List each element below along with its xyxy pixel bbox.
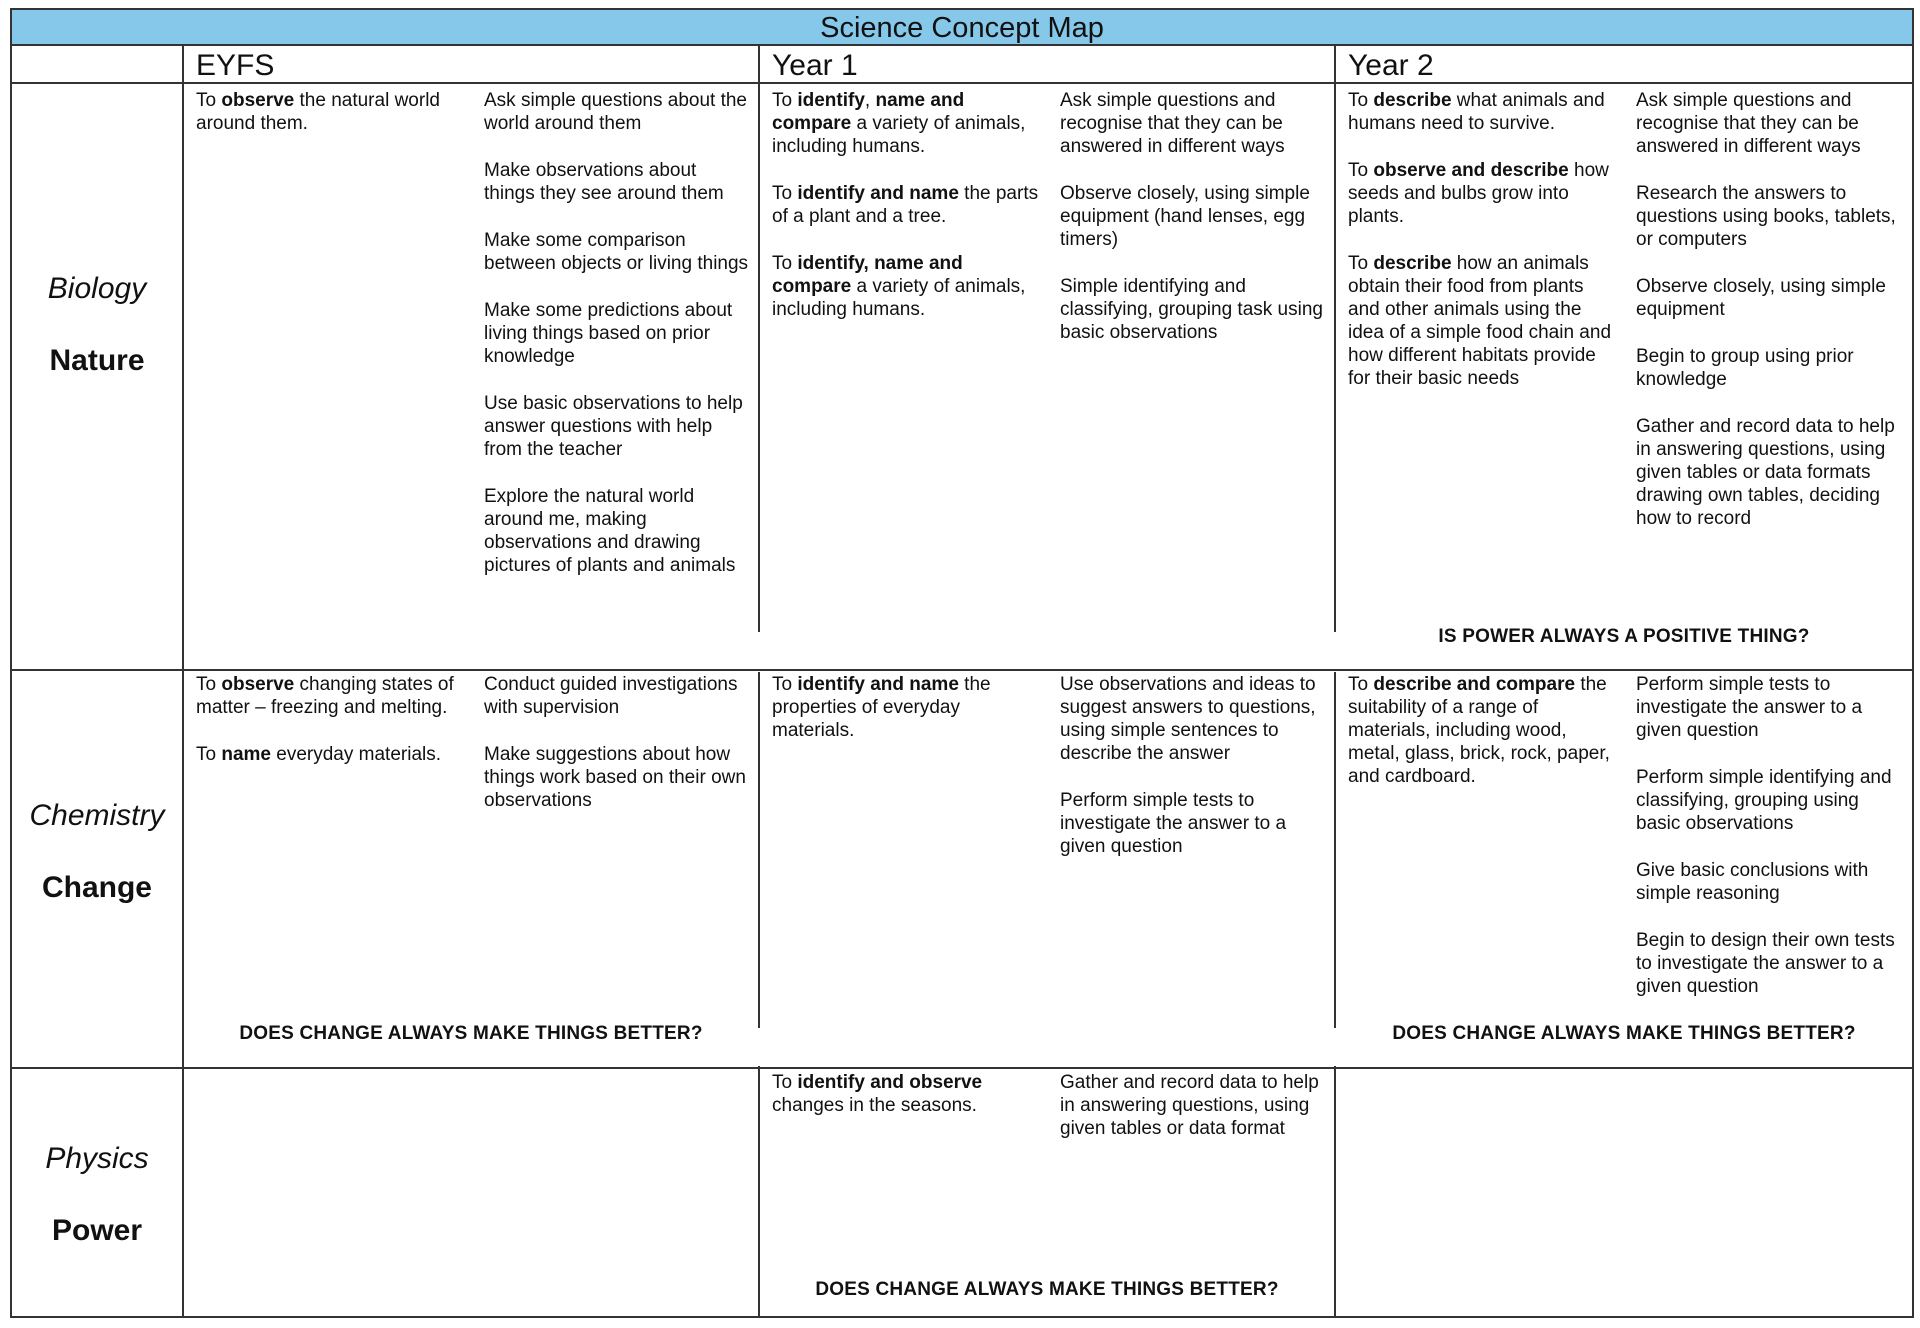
cell-paragraph [1348, 252, 1620, 390]
cell-text: what animals and humans need to survive. [1348, 90, 1605, 134]
grid-line-vertical [182, 46, 184, 1318]
key-verb: identify, name and compare [772, 253, 963, 297]
year-header-year-2: Year 2 [1348, 49, 1434, 82]
cell-text: Begin to group using prior knowledge [1636, 346, 1854, 390]
cell-biology-year2-objectives [1348, 89, 1620, 414]
cell-text: , [864, 90, 876, 111]
row-label-physics [12, 1142, 182, 1248]
cell-text: Begin to design their own tests to investigate the answer to a given question [1636, 930, 1895, 997]
cell-text: Gather and record data to help in answering questions, using given tables or data formats drawing own tables, deciding how to record [1636, 416, 1895, 529]
subject-label: Biology [47, 272, 147, 305]
cell-paragraph [1636, 415, 1908, 530]
cell-text: Research the answers to questions using books, tablets, or computers [1636, 183, 1896, 250]
cell-text: a variety of animals, including humans. [772, 276, 1026, 320]
cell-chemistry-eyfs-objectives [196, 673, 474, 790]
big-question-physics-year1: DOES CHANGE ALWAYS MAKE THINGS BETTER? [815, 1279, 1279, 1300]
cell-text: Ask simple questions about the world around them [484, 90, 747, 134]
year-header-eyfs: EYFS [196, 49, 275, 82]
big-question-chemistry-eyfs: DOES CHANGE ALWAYS MAKE THINGS BETTER? [239, 1023, 703, 1044]
cell-text: Give basic conclusions with simple reasoning [1636, 860, 1869, 904]
cell-biology-eyfs-objectives [196, 89, 474, 159]
cell-text: a variety of animals, including humans. [772, 113, 1026, 157]
cell-text: To [772, 674, 798, 695]
cell-text: Make some predictions about living things based on prior knowledge [484, 300, 733, 367]
cell-text: To [772, 253, 798, 274]
key-verb: observe [221, 90, 295, 111]
cell-text: Simple identifying and classifying, grouping task using basic observations [1060, 276, 1323, 343]
key-verb: describe [1373, 253, 1452, 274]
grid-line-vertical [758, 46, 760, 632]
cell-biology-eyfs-skills [484, 89, 752, 601]
key-verb: name and compare [772, 90, 965, 134]
year-header-row [12, 46, 1912, 84]
cell-paragraph [1636, 859, 1908, 905]
cell-paragraph [484, 743, 752, 812]
cell-text: To [196, 90, 222, 111]
cell-physics-year1-objectives [772, 1071, 1044, 1141]
cell-paragraph [196, 89, 474, 135]
big-question-biology-year2: IS POWER ALWAYS A POSITIVE THING? [1438, 626, 1810, 647]
cell-biology-year2-skills [1636, 89, 1908, 554]
cell-text: Explore the natural world around me, making observations and drawing pictures of plants and animals [484, 486, 736, 576]
cell-text: Make some comparison between objects or living things [484, 230, 749, 274]
cell-text: To [1348, 253, 1374, 274]
cell-text: Gather and record data to help in answering questions, using given tables or data format [1060, 1072, 1319, 1139]
cell-text: the natural world around them. [196, 90, 440, 134]
cell-text: how an animals obtain their food from plants and other animals using the idea of a simple food chain and how different habitats provide for their basic needs [1348, 253, 1612, 389]
cell-text: how seeds and bulbs grow into plants. [1348, 160, 1609, 227]
cell-paragraph [484, 159, 752, 205]
grid-line-vertical [1334, 672, 1336, 1028]
key-verb: observe and describe [1373, 160, 1569, 181]
key-verb: identify and observe [797, 1072, 983, 1093]
cell-chemistry-year2-objectives [1348, 673, 1620, 812]
page-title: Science Concept Map [12, 10, 1912, 46]
cell-text: Perform simple tests to investigate the answer to a given question [1636, 674, 1863, 741]
grid-line-horizontal [12, 669, 1912, 671]
key-verb: identify and name [797, 183, 959, 204]
grid-line-vertical [1334, 46, 1336, 632]
cell-text: To [1348, 90, 1374, 111]
cell-physics-year1-skills [1060, 1071, 1328, 1164]
cell-paragraph [1636, 89, 1908, 158]
cell-text: the parts of a plant and a tree. [772, 183, 1039, 227]
cell-text: Observe closely, using simple equipment (hand lenses, egg timers) [1060, 183, 1310, 250]
cell-paragraph [196, 673, 474, 719]
cell-paragraph [772, 673, 1044, 742]
concept-map-table [10, 8, 1914, 1318]
grid-line-vertical [758, 672, 760, 1028]
cell-paragraph [484, 299, 752, 368]
cell-text: Ask simple questions and recognise that they can be answered in different ways [1060, 90, 1285, 157]
cell-text: the suitability of a range of materials, including wood, metal, glass, brick, rock, paper, and cardboard. [1348, 674, 1610, 787]
cell-text: To [196, 744, 222, 765]
cell-text: changing states of matter – freezing and melting. [196, 674, 454, 718]
key-verb: identify and name [797, 674, 959, 695]
cell-paragraph [1636, 182, 1908, 251]
cell-text: everyday materials. [271, 744, 442, 765]
key-verb: observe [221, 674, 295, 695]
cell-chemistry-year1-objectives [772, 673, 1044, 766]
cell-text: To [772, 183, 798, 204]
big-question-chemistry-year2: DOES CHANGE ALWAYS MAKE THINGS BETTER? [1392, 1023, 1856, 1044]
key-verb: name [221, 744, 271, 765]
cell-text: Use observations and ideas to suggest answers to questions, using simple sentences to describe the answer [1060, 674, 1316, 764]
cell-text: Perform simple tests to investigate the answer to a given question [1060, 790, 1287, 857]
cell-biology-year1-objectives [772, 89, 1044, 345]
cell-chemistry-eyfs-skills [484, 673, 752, 836]
cell-paragraph [772, 89, 1044, 158]
cell-paragraph [1636, 345, 1908, 391]
cell-chemistry-year1-skills [1060, 673, 1328, 882]
cell-paragraph [772, 252, 1044, 321]
cell-paragraph [772, 1071, 1044, 1117]
cell-text: Ask simple questions and recognise that they can be answered in different ways [1636, 90, 1861, 157]
cell-text: Perform simple identifying and classifying, grouping using basic observations [1636, 767, 1892, 834]
year-header-year-1: Year 1 [772, 49, 858, 82]
cell-paragraph [1060, 1071, 1328, 1140]
cell-text: Observe closely, using simple equipment [1636, 276, 1886, 320]
cell-paragraph [1636, 766, 1908, 835]
cell-paragraph [1060, 789, 1328, 858]
cell-text: To [772, 90, 798, 111]
subject-label: Chemistry [29, 799, 165, 832]
cell-paragraph [1636, 673, 1908, 742]
row-label-biology [12, 272, 182, 378]
theme-label: Power [51, 1214, 143, 1247]
cell-text: To [772, 1072, 798, 1093]
cell-text: changes in the seasons. [772, 1095, 977, 1116]
cell-text: To [1348, 674, 1374, 695]
cell-paragraph [196, 743, 474, 766]
cell-paragraph [484, 673, 752, 719]
theme-label: Nature [49, 344, 145, 377]
grid-line-horizontal [12, 1067, 1912, 1069]
cell-text: Make suggestions about how things work based on their own observations [484, 744, 746, 811]
cell-paragraph [772, 182, 1044, 228]
cell-paragraph [484, 229, 752, 275]
cell-paragraph [484, 392, 752, 461]
cell-text: To [1348, 160, 1374, 181]
cell-paragraph [484, 89, 752, 135]
cell-paragraph [1636, 275, 1908, 321]
cell-biology-year1-skills [1060, 89, 1328, 368]
cell-paragraph [1348, 159, 1620, 228]
cell-paragraph [484, 485, 752, 577]
cell-paragraph [1060, 673, 1328, 765]
cell-paragraph [1060, 275, 1328, 344]
key-verb: describe [1373, 90, 1452, 111]
row-label-chemistry [12, 799, 182, 905]
cell-text: the properties of everyday materials. [772, 674, 991, 741]
cell-text: Use basic observations to help answer questions with help from the teacher [484, 393, 743, 460]
subject-label: Physics [45, 1142, 149, 1175]
grid-line-vertical [1334, 1066, 1336, 1318]
cell-paragraph [1348, 89, 1620, 135]
key-verb: describe and compare [1373, 674, 1576, 695]
theme-label: Change [41, 871, 152, 904]
cell-paragraph [1636, 929, 1908, 998]
cell-chemistry-year2-skills [1636, 673, 1908, 1022]
cell-text: Make observations about things they see around them [484, 160, 724, 204]
cell-paragraph [1060, 89, 1328, 158]
cell-paragraph [1348, 673, 1620, 788]
cell-text: To [196, 674, 222, 695]
cell-text: Conduct guided investigations with supervision [484, 674, 738, 718]
key-verb: identify [797, 90, 865, 111]
cell-paragraph [1060, 182, 1328, 251]
